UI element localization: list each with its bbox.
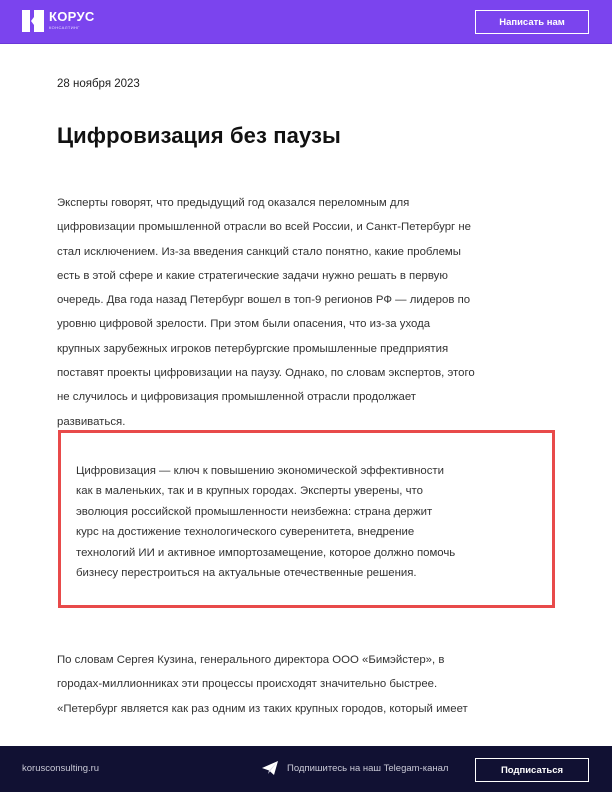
paragraph-line: не случилось и цифровизация промышленной отрасли продолжает <box>57 391 417 404</box>
telegram-plane-icon <box>262 761 278 775</box>
quote-line: бизнесу перестроиться на актуальные отечественные решения. <box>76 567 417 580</box>
quote-line: как в маленьких, так и в крупных городах. Эксперты уверены, что <box>76 485 423 498</box>
paragraph-line: городах-миллионниках эти процессы происходят значительно быстрее. <box>57 678 438 691</box>
site-header <box>0 0 612 44</box>
quote-line: эволюция российской промышленности неизбежна: страна держит <box>76 505 433 518</box>
quote-line: Цифровизация — ключ к повышению экономической эффективности <box>76 465 444 477</box>
logo-text: КОРУС <box>49 9 95 24</box>
paragraph-line: стал исключением. Из-за введения санкций стало понятно, какие проблемы <box>57 245 461 258</box>
paragraph-line: крупных зарубежных игроков петербургские промышленные предприятия <box>57 342 449 355</box>
paragraph-line: Эксперты говорят, что предыдущий год оказался переломным для <box>57 197 410 209</box>
logo-subtext: КОНСАЛТИНГ <box>49 25 80 30</box>
paragraph-line: «Петербург является как раз одним из таких крупных городов, который имеет <box>57 702 468 715</box>
korus-logo[interactable] <box>22 10 95 34</box>
paragraph-line: поставят проекты цифровизации на паузу. Однако, по словам экспертов, этого <box>57 367 475 380</box>
paragraph-line: По словам Сергея Кузина, генерального директора ООО «Бимэйстер», в <box>57 654 445 666</box>
telegram-promo[interactable] <box>262 761 448 775</box>
paragraph-line: цифровизации промышленной отрасли во всей России, и Санкт-Петербург не <box>57 221 472 234</box>
paragraph-line: развиваться. <box>57 415 126 428</box>
site-link[interactable]: korusconsulting.ru <box>22 763 100 774</box>
telegram-promo-text: Подпишитесь на наш Telegam-канал <box>287 762 449 774</box>
quote-text <box>76 461 455 583</box>
paragraph-line: есть в этой сфере и какие стратегические задачи нужно решать в первую <box>57 269 448 282</box>
site-footer <box>0 746 612 792</box>
korus-logo-icon <box>22 10 44 32</box>
article-paragraph-1 <box>57 191 567 434</box>
article-title: Цифровизация без паузы <box>57 123 341 148</box>
paragraph-line: уровню цифровой зрелости. При этом были опасения, что из-за ухода <box>57 318 431 331</box>
paragraph-line: очередь. Два года назад Петербург вошел в топ-9 регионов РФ — лидеров по <box>57 294 471 307</box>
contact-us-button[interactable]: Написать нам <box>475 10 589 34</box>
subscribe-button[interactable]: Подписаться <box>475 758 589 782</box>
article-paragraph-2 <box>57 648 567 721</box>
highlighted-quote <box>58 430 555 608</box>
quote-line: курс на достижение технологического суверенитета, внедрение <box>76 526 415 539</box>
article-date: 28 ноября 2023 <box>57 78 140 90</box>
quote-line: технологий ИИ и активное импортозамещение, которое должно помочь <box>76 546 456 559</box>
